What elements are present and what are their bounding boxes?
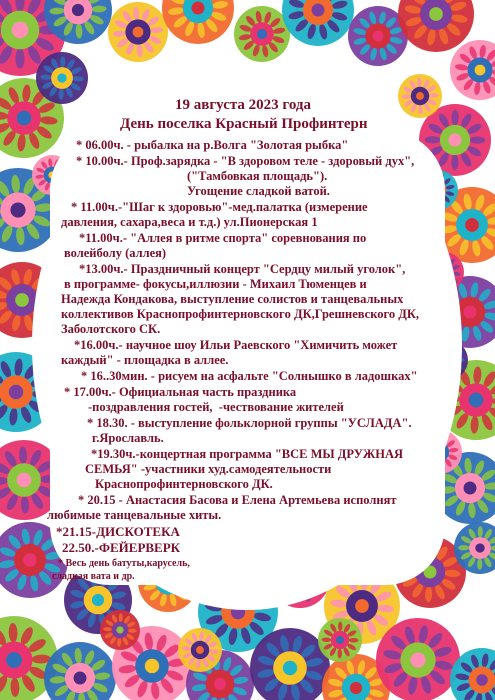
schedule-line: *13.00ч.- Праздничный концерт "Сердцу милый уголок", [79,262,406,276]
schedule-line: * 11.00ч.-"Шаг к здоровью"-мед.палатка (измерение [71,200,368,214]
schedule-line: * 10.00ч.- Проф.зарядка - "В здоровом теле - здоровый дух", [76,154,415,168]
flower-decoration [398,74,442,118]
flower-decoration [376,618,460,700]
schedule-line: * 18.30. - выступление фольклорной группы "УСЛАДА". [87,416,412,430]
poster-title: День поселка Красный Профинтерн [120,116,368,132]
schedule-line: Угощение сладкой ватой. [187,184,330,198]
flower-decoration [282,0,354,46]
schedule-line: -поздравления гостей, -чествование жителей [88,400,344,414]
schedule-line: *11.00ч.- "Аллея в ритме спорта" соревнования по [79,231,367,245]
flower-decoration [36,52,88,104]
schedule-line: волейболу (аллея) [64,246,167,260]
schedule-line: Заболотского СК. [61,322,161,336]
flower-decoration [162,0,234,44]
flower-decoration [108,2,168,62]
flower-decoration [318,618,362,662]
schedule-line: * 06.00ч. - рыбалка на р.Волга "Золотая рыбка" [76,138,349,152]
flower-decoration [100,610,140,650]
poster-date: 19 августа 2023 года [175,97,312,113]
schedule-line: в программе- фокусы,иллюзии - Михаил Тюменцев и [64,277,367,291]
schedule-line: г.Ярославль. [92,431,164,445]
schedule-line: 22.50.-ФЕЙЕРВЕРК [62,540,181,555]
schedule-line: ("Тамбовкая площадь"). [187,169,328,183]
schedule-line: коллективов Краснопрофинтерновскогo ДК,Грешневского ДК, [61,307,420,321]
schedule-note: сладкая вата и др. [52,571,135,582]
schedule-line: *19.30ч.-концертная программа "ВСЕ МЫ ДРУЖНАЯ [91,447,404,461]
flower-decoration [450,40,495,100]
schedule-note: * Весь день батуты,карусель, [58,558,190,569]
schedule-line: каждый" - площадка в аллее. [61,353,229,367]
schedule-line: * 17.00ч.- Официальная часть праздника [64,385,297,399]
schedule-line: СЕМЬЯ" -участники худ.самодеятельности [85,462,332,476]
schedule-line: * 16..30мин. - рисуем на асфальте "Солнышко в ладошках" [81,369,418,383]
flower-decoration [234,6,290,62]
schedule-line: Надежда Кондакова, выступление солистов и танцевальных [61,292,404,306]
schedule-line: *16.00ч.- научное шоу Ильи Раевского "Химичить может [74,338,398,352]
schedule-line: любимые танцевальные хиты. [47,508,222,522]
schedule-line: давления, сахара,веса и т.д.) ул.Пионерская 1 [61,215,318,229]
schedule-line: *21.15-ДИСКОТЕКА [56,524,180,539]
flower-decoration [178,628,222,672]
schedule-line: * 20.15 - Анастасия Басова и Елена Артемьева исполнят [78,493,397,507]
schedule-line: Краснопрофинтерновского ДК. [95,477,273,491]
flower-decoration [398,0,474,52]
